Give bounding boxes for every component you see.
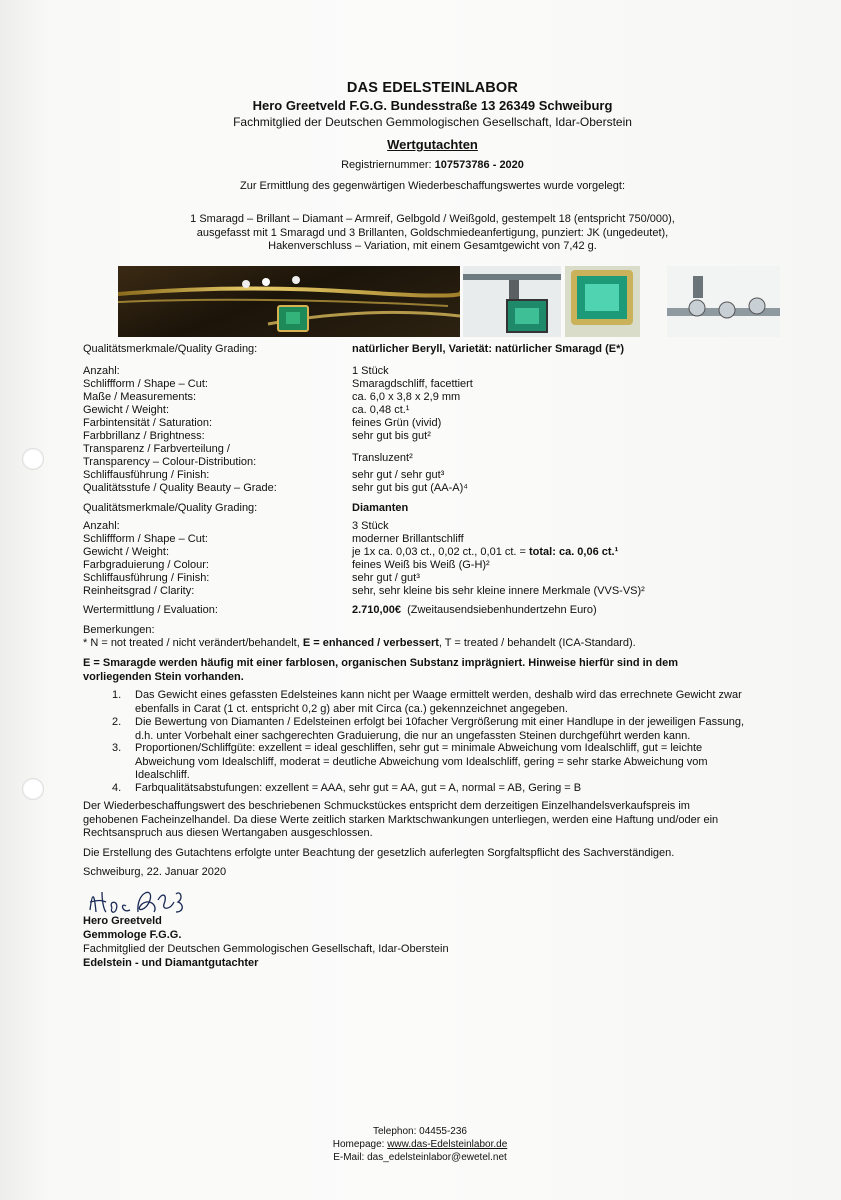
diamond-row-value: moderner Brillantschliff: [352, 533, 464, 545]
diamond-row-label: Schliffform / Shape – Cut:: [83, 533, 208, 545]
punch-hole-top: [22, 448, 44, 470]
emerald-row-value: sehr gut bis gut²: [352, 430, 431, 442]
footnote-line: Abweichung vom Idealschliff, moderat = deutliche Abweichung vom Idealschliff, gering = sehr starke Abweichung vom: [135, 755, 708, 768]
diamond-row-label: Anzahl:: [83, 520, 120, 532]
emerald-row-value: sehr gut bis gut (AA-A)⁴: [352, 482, 468, 494]
signatory-membership: Fachmitglied der Deutschen Gemmologischen Gesellschaft, Idar-Oberstein: [83, 943, 449, 955]
emerald-grading-label: Qualitätsmerkmale/Quality Grading:: [83, 343, 258, 355]
emerald-row-label: Transparenz / Farbverteilung /: [83, 443, 230, 455]
emerald-row-label: Gewicht / Weight:: [83, 404, 169, 416]
emerald-row-value: sehr gut / sehr gut³: [352, 469, 445, 481]
paragraph-line: gehobenen Facheinzelhandel. Da diese Werte zeitlich starken Marktschwankungen unterliegen, werden eine Haftung und/oder ein: [83, 813, 719, 826]
lab-name: DAS EDELSTEINLABOR: [346, 80, 519, 96]
footnote-line: Die Bewertung von Diamanten / Edelsteinen erfolgt bei 10facher Vergrößerung mit einer Handlupe in der jeweiligen Fassung,: [135, 716, 745, 728]
membership-line: Fachmitglied der Deutschen Gemmologischen Gesellschaft, Idar-Oberstein: [233, 115, 632, 129]
diamond-row-value: sehr gut / gut³: [352, 572, 420, 584]
bracelet-photo-side: [463, 266, 561, 337]
emerald-row-label: Farbintensität / Saturation:: [83, 417, 213, 429]
address-line: Hero Greetveld F.G.G. Bundesstraße 13 26349 Schweiburg: [252, 98, 613, 113]
emerald-row-label: Anzahl:: [83, 365, 120, 377]
diamond-weight-value: [352, 546, 618, 558]
footnote-text: [135, 716, 785, 743]
photo-strip: [118, 266, 780, 338]
footnote-text: [135, 689, 785, 716]
emerald-row-label: Maße / Measurements:: [83, 391, 197, 403]
emerald-row-label: Qualitätsstufe / Quality Beauty – Grade:: [83, 482, 277, 494]
footnote-text: [135, 782, 785, 796]
description-line: Hakenverschluss – Variation, mit einem Gesamtgewicht von 7,42 g.: [268, 240, 597, 252]
emerald-row-label: Farbbrillanz / Brightness:: [83, 430, 205, 442]
legend-enhanced: E = enhanced / verbessert: [302, 637, 439, 649]
intro-text: Zur Ermittlung des gegenwärtigen Wiederbeschaffungswertes wurde vorgelegt:: [240, 180, 625, 192]
emerald-row-value: ca. 6,0 x 3,8 x 2,9 mm: [352, 391, 461, 403]
diligence-statement: Die Erstellung des Gutachtens erfolgte unter Beachtung der gesetzlich auferlegten Sorgfaltspflicht des Sachverständigen.: [83, 847, 675, 859]
enhancement-warning: [83, 657, 783, 684]
footnote-line: ebenfalls in Carat (1 ct. entspricht 0,2 g) aber mit Circa (ca.) gekennzeichnet angegeben.: [135, 702, 568, 715]
signatory-title: Gemmologe F.G.G.: [83, 929, 182, 941]
signatory-role: Edelstein - und Diamantgutachter: [83, 957, 259, 969]
diamond-row-label: Reinheitsgrad / Clarity:: [83, 585, 195, 597]
warning-line: vorliegenden Stein vorhanden.: [83, 670, 244, 683]
footer-phone: Telephon: 04455-236: [373, 1126, 467, 1137]
footnote-number: 4.: [112, 782, 122, 794]
emerald-row-value: 1 Stück: [352, 365, 389, 377]
paragraph-line: Der Wiederbeschaffungswert des beschriebenen Schmuckstückes entspricht dem derzeitigen Einzelhandelsverkaufspreis im: [83, 800, 690, 812]
emerald-row-value: ca. 0,48 ct.¹: [352, 404, 410, 416]
description-line: 1 Smaragd – Brillant – Diamant – Armreif, Gelbgold / Weißgold, gestempelt 18 (entspricht 750/000),: [190, 213, 675, 225]
liability-paragraph: [83, 800, 783, 841]
legend-not-treated: * N = not treated / nicht verändert/behandelt,: [83, 637, 303, 649]
diamond-row-value: sehr, sehr kleine bis sehr kleine innere Merkmale (VVS-VS)²: [352, 585, 645, 597]
diamond-row-value: 3 Stück: [352, 520, 389, 532]
evaluation-amount-words: (Zweitausendsiebenhundertzehn Euro): [407, 604, 597, 616]
registry-line: [60, 159, 805, 171]
diamond-row-label: Schliffausführung / Finish:: [83, 572, 210, 584]
evaluation-label: Wertermittlung / Evaluation:: [83, 604, 218, 616]
legend-treated: , T = treated / behandelt (ICA-Standard).: [438, 637, 636, 649]
warning-line: E = Smaragde werden häufig mit einer farblosen, organischen Substanz imprägniert. Hinweise hierfür sind in dem: [83, 657, 679, 669]
registry-label: Registriernummer:: [341, 159, 432, 171]
footnote-number: 1.: [112, 689, 122, 701]
footnote-number: 3.: [112, 742, 122, 754]
diamond-weight-total: total: ca. 0,06 ct.¹: [529, 546, 619, 558]
emerald-row-label: Schliffausführung / Finish:: [83, 469, 210, 481]
punch-hole-bottom: [22, 778, 44, 800]
footnote-line: Idealschliff.: [135, 769, 190, 781]
footnote-line: Farbqualitätsabstufungen: exzellent = AAA, sehr gut = AA, gut = A, normal = AB, Gering = B: [135, 782, 582, 794]
emerald-row-value: feines Grün (vivid): [352, 417, 442, 429]
evaluation-value: [352, 604, 597, 616]
diamond-row-label: Gewicht / Weight:: [83, 546, 169, 558]
emerald-row-label: Schliffform / Shape – Cut:: [83, 378, 208, 390]
footnote-line: Das Gewicht eines gefassten Edelsteines kann nicht per Waage ermittelt werden, deshalb wird das errechnete Gewicht zwar: [135, 689, 742, 701]
diamond-grading-value: Diamanten: [352, 502, 409, 514]
emerald-grading-value: natürlicher Beryll, Varietät: natürlicher Smaragd (E*): [352, 343, 625, 355]
remarks-heading: Bemerkungen:: [83, 624, 155, 636]
footnote-text: [135, 742, 785, 783]
diamond-row-label: Farbgraduierung / Colour:: [83, 559, 209, 571]
homepage-link[interactable]: www.das-Edelsteinlabor.de: [387, 1139, 508, 1150]
item-description: [60, 213, 805, 254]
signatory-name: Hero Greetveld: [83, 915, 162, 927]
emerald-row-value: Transluzent²: [352, 452, 413, 464]
footnote-line: d.h. unter Vorbehalt einer sachgerechten Graduierung, die nur an ungefassten Steinen durchgeführt werden kann.: [135, 729, 691, 742]
document-title: Wertgutachten: [387, 137, 478, 152]
paragraph-line: Rechtsanspruch aus diesen Wertangaben ausgeschlossen.: [83, 827, 373, 839]
diamond-closeup-photo: [667, 266, 780, 337]
footer-email: E-Mail: das_edelsteinlabor@ewetel.net: [333, 1152, 507, 1163]
evaluation-amount: 2.710,00€: [352, 604, 401, 616]
footer-homepage: [300, 1139, 540, 1150]
footnote-line: Proportionen/Schliffgüte: exzellent = ideal geschliffen, sehr gut = minimale Abweichung vom Idealschliff, gut = leichte: [135, 742, 703, 754]
diamond-grading-label: Qualitätsmerkmale/Quality Grading:: [83, 502, 258, 514]
description-line: ausgefasst mit 1 Smaragd und 3 Brillanten, Goldschmiedeanfertigung, punziert: JK (ungedeutet),: [196, 226, 669, 239]
homepage-label: Homepage:: [332, 1139, 388, 1150]
emerald-closeup-photo: [565, 266, 640, 337]
emerald-row-label: Transparency – Colour-Distribution:: [83, 456, 257, 468]
bracelet-photo-main: [118, 266, 460, 337]
treatment-legend: [83, 637, 636, 649]
emerald-row-value: Smaragdschliff, facettiert: [352, 378, 473, 390]
diamond-weight-detail: je 1x ca. 0,03 ct., 0,02 ct., 0,01 ct. =: [352, 546, 530, 558]
diamond-row-value: feines Weiß bis Weiß (G-H)²: [352, 559, 490, 571]
place-and-date: Schweiburg, 22. Januar 2020: [83, 866, 227, 878]
footnote-number: 2.: [112, 716, 122, 728]
registry-number: 107573786 - 2020: [434, 159, 524, 171]
